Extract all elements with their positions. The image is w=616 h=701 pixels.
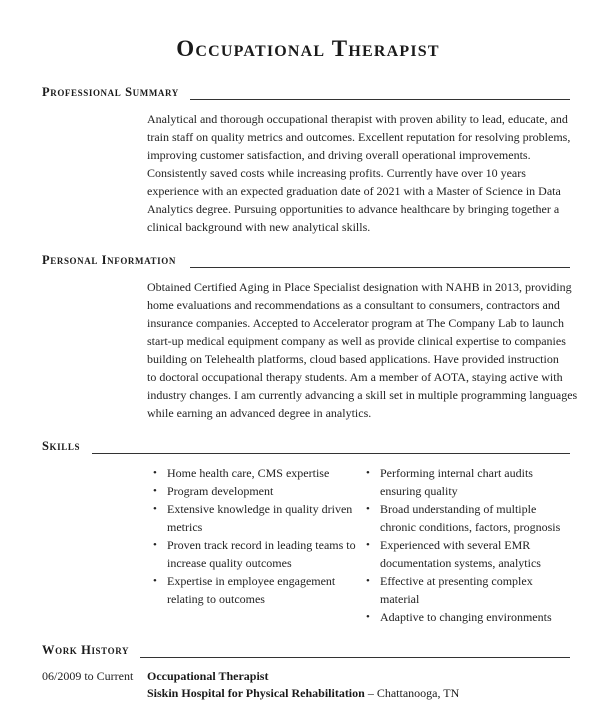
text-line: Analytics degree. Pursuing opportunities to advance healthcare by bringing together a: [147, 202, 560, 216]
skill-item: [363, 536, 578, 572]
text-line: improving customer satisfaction, and driving overall operational improvements.: [147, 148, 531, 162]
skill-text: Extensive knowledge in quality driven: [167, 502, 353, 516]
job-title: Occupational Therapist: [147, 669, 269, 683]
skill-text: ensuring quality: [380, 484, 458, 498]
section-rule: [92, 453, 570, 454]
bullet-icon: •: [366, 503, 370, 515]
text-line: experience with an expected graduation date of 2021 with a Master of Science in Data: [147, 184, 561, 198]
text-line: insurance companies. Accepted to Accelerator program at The Company Lab to launch: [147, 316, 564, 330]
skill-text: Expertise in employee engagement: [167, 574, 336, 588]
text-line: Analytical and thorough occupational therapist with proven ability to lead, educate, and: [147, 112, 568, 126]
skills-list-left: [150, 464, 360, 608]
skill-item: [150, 482, 360, 500]
text-line: building on Telehealth platforms, cloud based applications. Have provided instruction: [147, 352, 559, 366]
skill-text: Effective at presenting complex: [380, 574, 533, 588]
bullet-icon: •: [153, 485, 157, 497]
bullet-icon: •: [366, 611, 370, 623]
job-date-range: 06/2009 to Current: [42, 669, 134, 683]
job-employer-line: [147, 686, 459, 701]
text-line: while earning an advanced degree in analytics.: [147, 406, 372, 420]
employer-location: – Chattanooga, TN: [364, 686, 460, 700]
section-rule: [190, 99, 570, 100]
section-rule: [140, 657, 570, 658]
personal-information-text: [147, 278, 578, 422]
skill-text: Adaptive to changing environments: [380, 610, 552, 624]
skill-text: metrics: [167, 520, 203, 534]
bullet-icon: •: [366, 539, 370, 551]
section-heading-work-history: Work History: [42, 643, 130, 657]
skill-item: [150, 464, 360, 482]
skill-text: chronic conditions, factors, prognosis: [380, 520, 561, 534]
skill-item: [363, 608, 578, 626]
skill-text: Performing internal chart audits: [380, 466, 533, 480]
skill-text: Broad understanding of multiple: [380, 502, 537, 516]
skill-item: [150, 572, 360, 608]
skill-text: Program development: [167, 484, 274, 498]
skills-list-right: [363, 464, 578, 626]
text-line: home evaluations and recommendations as a consultant to consumers, contractors and: [147, 298, 560, 312]
skill-item: [363, 572, 578, 608]
resume-title: Occupational Therapist: [176, 36, 440, 61]
bullet-icon: •: [153, 539, 157, 551]
skill-text: increase quality outcomes: [167, 556, 292, 570]
text-line: start-up medical equipment company as well as provide clinical expertise to companies: [147, 334, 566, 348]
text-line: clinical background with new analytical skills.: [147, 220, 371, 234]
bullet-icon: •: [366, 575, 370, 587]
bullet-icon: •: [153, 575, 157, 587]
skill-item: [363, 500, 578, 536]
skill-text: relating to outcomes: [167, 592, 265, 606]
skill-item: [363, 464, 578, 500]
section-heading-professional-summary: Professional Summary: [42, 85, 179, 99]
text-line: Consistently saved costs while increasing profits. Currently have over 10 years: [147, 166, 526, 180]
text-line: industry changes. I am currently advancing a skill set in multiple programming languages: [147, 388, 578, 402]
text-line: train staff on quality metrics and outcomes. Excellent reputation for resolving problems,: [147, 130, 571, 144]
employer-name: Siskin Hospital for Physical Rehabilitation: [147, 686, 365, 700]
bullet-icon: •: [153, 503, 157, 515]
skill-item: [150, 500, 360, 536]
skill-text: material: [380, 592, 420, 606]
skill-text: Experienced with several EMR: [380, 538, 531, 552]
section-heading-skills: Skills: [42, 439, 81, 453]
bullet-icon: •: [153, 467, 157, 479]
skill-item: [150, 536, 360, 572]
skill-text: Proven track record in leading teams to: [167, 538, 356, 552]
text-line: Obtained Certified Aging in Place Specialist designation with NAHB in 2013, providing: [147, 280, 572, 294]
skill-text: Home health care, CMS expertise: [167, 466, 330, 480]
section-rule: [190, 267, 570, 268]
bullet-icon: •: [366, 467, 370, 479]
skill-text: documentation systems, analytics: [380, 556, 541, 570]
section-heading-personal-information: Personal Information: [42, 253, 176, 267]
text-line: to doctoral occupational therapy students. Am a member of AOTA, staying active with: [147, 370, 563, 384]
professional-summary-text: [147, 110, 573, 236]
